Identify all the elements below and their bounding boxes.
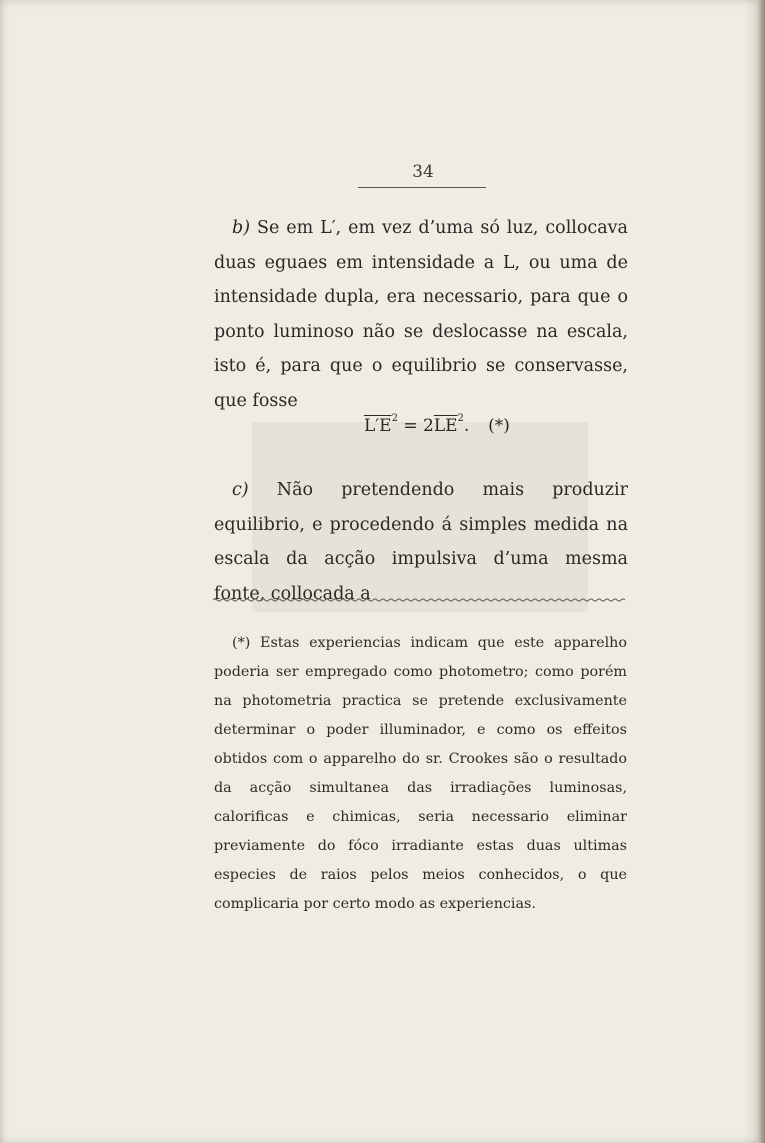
formula-right-term: $\overline{LE}$	[433, 416, 458, 436]
formula	[364, 413, 510, 452]
paragraph-c-text: Não pretendendo mais produzir equilibrio, e procedendo á simples medida na escala da acção impulsiva d’uma mesma fonte, collocada a	[214, 480, 628, 604]
footnote-text: Estas experiencias indicam que este apparelho poderia ser empregado como photometro; como porém na photometria practica se pretende exclusivamente determinar o poder illuminador, e como os effeitos obtidos com o apparelho do sr. Crookes são o resultado da acção simultanea das irradiações luminosas, calorificas e chimicas, seria necessario eliminar previamente do fóco irradiante estas duas ultimas especies de raios pelos meios conhecidos, o que complicaria por certo modo as experiencias.	[214, 635, 627, 912]
formula-footnote-mark: (*)	[488, 416, 510, 436]
paragraph-c-label: c)	[232, 480, 249, 500]
footnote	[214, 629, 627, 919]
formula-right-exponent: 2	[457, 413, 464, 425]
footnote-divider	[213, 598, 626, 602]
paragraph-c	[214, 473, 628, 611]
formula-left-term: L′E	[364, 416, 392, 436]
formula-coefficient: 2	[423, 416, 434, 436]
page-number: 34	[412, 162, 434, 182]
footnote-mark: (*)	[232, 635, 251, 651]
page-edge	[758, 0, 765, 1143]
page-number-rule	[358, 187, 486, 188]
formula-left-exponent: 2	[391, 413, 398, 425]
paragraph-b-text: Se em L′, em vez d’uma só luz, collocava duas eguaes em intensidade a L, ou uma de intensidade dupla, era necessario, para que o ponto luminoso não se deslocasse na escala, isto é, para que o equilibrio se conservasse, que fosse	[214, 218, 628, 411]
paragraph-b	[214, 211, 628, 418]
formula-period: .	[463, 416, 470, 436]
formula-equals: =	[403, 416, 418, 436]
paragraph-b-label: b)	[232, 218, 251, 238]
